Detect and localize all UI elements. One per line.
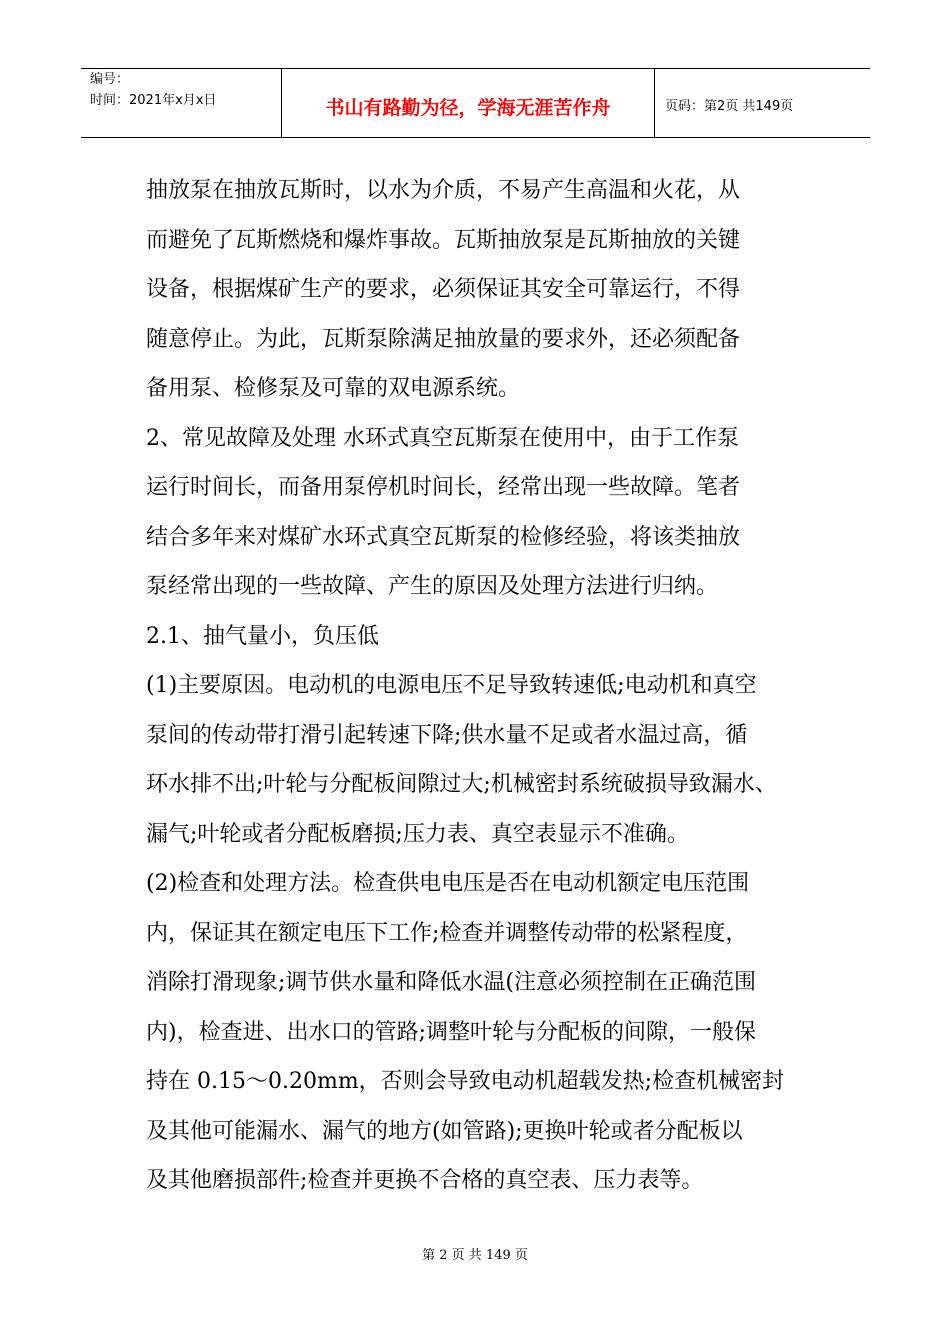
date-label: 时间：2021年x月x日: [90, 93, 217, 108]
body-line: (2)检查和处理方法。检查供电电压是否在电动机额定电压范围: [146, 871, 750, 896]
body-line: 备用泵、检修泵及可靠的双电源系统。: [146, 376, 521, 401]
body-line: 泵经常出现的一些故障、产生的原因及处理方法进行归纳。: [146, 574, 719, 599]
header-page-info: 页码：第2页 共149页: [665, 99, 794, 114]
page-footer: 第 2 页 共 149 页: [422, 1248, 528, 1263]
body-line: 抽放泵在抽放瓦斯时，以水为介质，不易产生高温和火花，从: [146, 178, 741, 203]
subsection-heading: 2.1、抽气量小，负压低: [146, 623, 379, 649]
header-page-cell: [655, 69, 870, 137]
body-line: 而避免了瓦斯燃烧和爆炸事故。瓦斯抽放泵是瓦斯抽放的关键: [146, 227, 741, 253]
document-body: [146, 166, 826, 1206]
body-line: 运行时间长，而备用泵停机时间长，经常出现一些故障。笔者: [146, 475, 741, 500]
body-line: 漏气;叶轮或者分配板磨损;压力表、真空表显示不准确。: [146, 821, 689, 847]
section-heading-line: 2、常见故障及处理 水环式真空瓦斯泵在使用中，由于工作泵: [146, 425, 739, 451]
serial-number-label: 编号：: [90, 72, 130, 87]
body-line: 内)，检查进、出水口的管路;调整叶轮与分配板的间隙，一般保: [146, 1019, 756, 1045]
body-line: 泵间的传动带打滑引起转速下降;供水量不足或者水温过高，循: [146, 722, 748, 748]
page-header: [81, 68, 870, 138]
body-line: 持在 0.15～0.20mm，否则会导致电动机超载发热;检查机械密封: [146, 1069, 785, 1094]
body-line: 结合多年来对煤矿水环式真空瓦斯泵的检修经验，将该类抽放: [146, 524, 741, 550]
header-motto-cell: [282, 69, 655, 137]
body-line: 环水排不出;叶轮与分配板间隙过大;机械密封系统破损导致漏水、: [146, 772, 777, 797]
header-motto: 书山有路勤为径，学海无涯苦作舟: [325, 97, 611, 119]
body-line: 内，保证其在额定电压下工作;检查并调整传动带的松紧程度，: [146, 920, 748, 946]
body-line: 设备，根据煤矿生产的要求，必须保证其安全可靠运行，不得: [146, 277, 741, 302]
body-line: 随意停止。为此，瓦斯泵除满足抽放量的要求外，还必须配备: [146, 326, 741, 352]
header-meta-cell: [81, 69, 282, 137]
body-line: 消除打滑现象;调节供水量和降低水温(注意必须控制在正确范围: [146, 970, 756, 995]
body-line: 及其他可能漏水、漏气的地方(如管路);更换叶轮或者分配板以: [146, 1118, 743, 1144]
body-line: (1)主要原因。电动机的电源电压不足导致转速低;电动机和真空: [146, 673, 757, 698]
body-line: 及其他磨损部件;检查并更换不合格的真空表、压力表等。: [146, 1168, 704, 1193]
